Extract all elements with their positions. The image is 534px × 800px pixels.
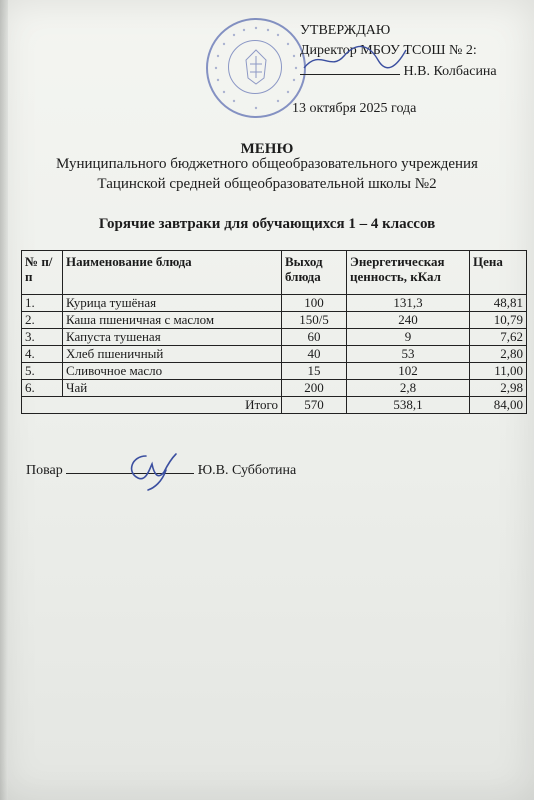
row-number: 5. (22, 363, 63, 380)
dish-name: Хлеб пшеничный (63, 346, 282, 363)
col-kcal-header: Энергетическая ценность, кКал (347, 251, 470, 295)
menu-subtitle: Горячие завтраки для обучающихся 1 – 4 классов (98, 216, 436, 232)
dish-name: Курица тушёная (63, 295, 282, 312)
dish-name: Сливочное масло (63, 363, 282, 380)
cook-name: Ю.В. Субботина (197, 463, 297, 478)
table-row (22, 312, 527, 329)
page-edge (0, 0, 8, 800)
dish-kcal: 2,8 (347, 380, 470, 397)
table-header-row (22, 251, 527, 295)
total-label: Итого (22, 397, 282, 414)
table-total-row (22, 397, 527, 414)
dish-kcal: 240 (347, 312, 470, 329)
document-title: МЕНЮ (240, 141, 294, 157)
dish-name: Каша пшеничная с маслом (63, 312, 282, 329)
dish-name: Чай (63, 380, 282, 397)
org-line-1: Муниципального бюджетного общеобразовательного учреждения (56, 156, 478, 172)
approval-date: 13 октября 2025 года (292, 101, 417, 116)
total-price: 84,00 (470, 397, 527, 414)
row-number: 2. (22, 312, 63, 329)
total-output: 570 (282, 397, 347, 414)
cook-signature (118, 448, 188, 492)
table-row (22, 346, 527, 363)
dish-name: Капуста тушеная (63, 329, 282, 346)
table-row (22, 295, 527, 312)
official-stamp (206, 18, 306, 118)
row-number: 4. (22, 346, 63, 363)
org-line-2: Тацинской средней общеобразовательной школы №2 (97, 176, 437, 192)
table-row (22, 329, 527, 346)
dish-output: 150/5 (282, 312, 347, 329)
cook-label: Повар (26, 463, 63, 478)
col-output-header: Выход блюда (282, 251, 347, 295)
dish-price: 10,79 (470, 312, 527, 329)
dish-price: 2,98 (470, 380, 527, 397)
approval-heading: УТВЕРЖДАЮ (300, 23, 391, 38)
dish-output: 15 (282, 363, 347, 380)
col-price-header: Цена (470, 251, 527, 295)
dish-kcal: 9 (347, 329, 470, 346)
dish-output: 100 (282, 295, 347, 312)
director-signature (300, 38, 410, 78)
menu-table (21, 250, 527, 414)
dish-kcal: 102 (347, 363, 470, 380)
dish-price: 48,81 (470, 295, 527, 312)
dish-price: 7,62 (470, 329, 527, 346)
dish-output: 200 (282, 380, 347, 397)
total-kcal: 538,1 (347, 397, 470, 414)
row-number: 6. (22, 380, 63, 397)
dish-price: 2,80 (470, 346, 527, 363)
dish-kcal: 53 (347, 346, 470, 363)
dish-output: 60 (282, 329, 347, 346)
dish-price: 11,00 (470, 363, 527, 380)
row-number: 1. (22, 295, 63, 312)
row-number: 3. (22, 329, 63, 346)
col-dish-header: Наименование блюда (63, 251, 282, 295)
table-row (22, 380, 527, 397)
dish-output: 40 (282, 346, 347, 363)
col-number-header: № п/п (22, 251, 63, 295)
approval-position: Директор МБОУ ТСОШ № 2: (300, 43, 477, 58)
table-row (22, 363, 527, 380)
director-name: Н.В. Колбасина (403, 64, 497, 79)
dish-kcal: 131,3 (347, 295, 470, 312)
